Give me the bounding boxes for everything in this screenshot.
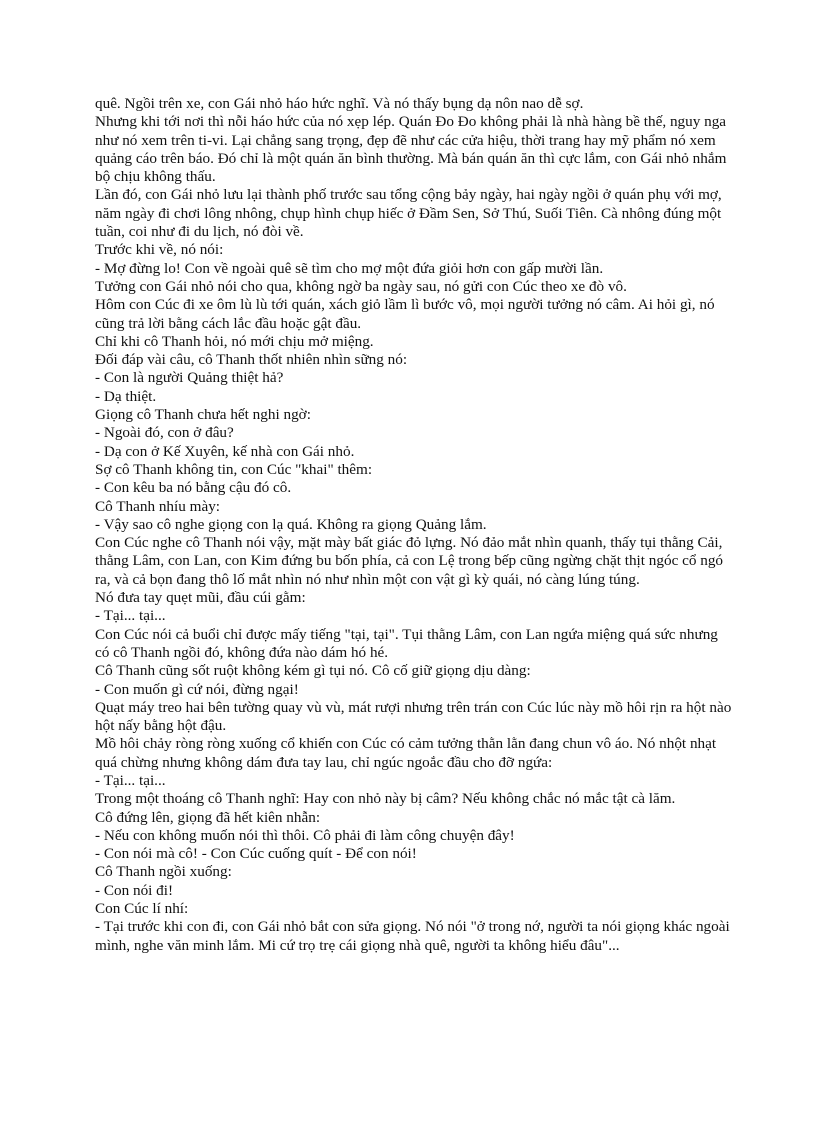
paragraph: Chỉ khi cô Thanh hỏi, nó mới chịu mở miệng. xyxy=(95,332,374,350)
paragraph: - Con muốn gì cứ nói, đừng ngại! xyxy=(95,680,299,698)
paragraph: Nó đưa tay quẹt mũi, đầu cúi gằm: xyxy=(95,589,306,607)
paragraph: Con Cúc lí nhí: xyxy=(95,900,189,918)
paragraph: - Con kêu ba nó bằng cậu đó cô. xyxy=(95,479,292,497)
paragraph: - Con nói đi! xyxy=(95,881,174,899)
paragraph: - Con nói mà cô! - Con Cúc cuống quít - Để con nói! xyxy=(95,845,417,863)
paragraph: Mồ hôi chảy ròng ròng xuống cổ khiến con Cúc có cảm tưởng thằn lằn đang chun vô áo. Nó nhột nhạt quá chừng nhưng không dám đưa tay lau, chỉ ngúc ngoắc đầu cho đỡ ngứa: xyxy=(95,735,717,771)
paragraph: - Tại... tại... xyxy=(95,771,166,789)
paragraph: - Tại... tại... xyxy=(95,607,166,625)
paragraph: - Vậy sao cô nghe giọng con lạ quá. Không ra giọng Quảng lắm. xyxy=(95,515,487,533)
paragraph: - Con là người Quảng thiệt hả? xyxy=(95,369,284,387)
paragraph: - Dạ con ở Kế Xuyên, kế nhà con Gái nhỏ. xyxy=(95,442,355,460)
paragraph: Giọng cô Thanh chưa hết nghi ngờ: xyxy=(95,406,311,424)
paragraph: Quạt máy treo hai bên tường quay vù vù, mát rượi nhưng trên trán con Cúc lúc này mồ hôi rịn ra hột nào hột nấy bằng hột đậu. xyxy=(95,698,732,735)
paragraph: - Mợ đừng lo! Con về ngoài quê sẽ tìm cho mợ một đứa giỏi hơn con gấp mười lần. xyxy=(95,259,604,277)
paragraph: Trong một thoáng cô Thanh nghĩ: Hay con nhỏ này bị câm? Nếu không chắc nó mắc tật cà lăm. xyxy=(95,790,676,808)
paragraph: Lần đó, con Gái nhỏ lưu lại thành phố trước sau tổng cộng bảy ngày, hai ngày ngồi ở quán phụ với mợ, năm ngày đi chơi lông nhông, chụp hình chụp hiếc ở Đầm Sen, Sở Thú, Suối Tiên. Cà nhông đúng một tuần, coi như đi du lịch, nó đòi về. xyxy=(95,186,722,241)
paragraph: Hôm con Cúc đi xe ôm lù lù tới quán, xách giỏ lầm lì bước vô, mọi người tưởng nó câm. Ai hỏi gì, nó cũng trả lời bằng cách lắc đầu hoặc gật đầu. xyxy=(95,296,715,332)
paragraph: Cô đứng lên, giọng đã hết kiên nhẫn: xyxy=(95,808,321,826)
paragraph: Cô Thanh nhíu mày: xyxy=(95,497,221,515)
paragraph: - Tại trước khi con đi, con Gái nhỏ bắt con sửa giọng. Nó nói "ở trong nớ, người ta nói giọng khác ngoài mình, nghe văn minh lắm. Mi cứ trọ trẹ cái giọng nhà quê, người ta không hiểu đâu"... xyxy=(95,918,730,954)
paragraph: Con Cúc nghe cô Thanh nói vậy, mặt mày bất giác đỏ lựng. Nó đảo mắt nhìn quanh, thấy tụi thằng Cải, thằng Lâm, con Lan, con Kim đứng bu bốn phía, cả con Lệ trong bếp cũng ngừng chặt thịt ngóc cổ ngó ra, và cả bọn đang thô lố mắt nhìn nó như nhìn một con vật gì kỳ quái, nó càng lúng túng. xyxy=(95,534,724,588)
document-page xyxy=(95,95,735,955)
paragraph: Nhưng khi tới nơi thì nỗi háo hức của nó xẹp lép. Quán Đo Đo không phải là nhà hàng bề thế, nguy nga như nó xem trên ti-vi. Lại chẳng sang trọng, đẹp đẽ như các cửa hiệu, thời trang hay mỹ phẩm nó xem quảng cáo trên báo. Đó chỉ là một quán ăn bình thường. Mà bán quán ăn thì cực lắm, con Gái nhỏ nhắm bộ chịu không thấu. xyxy=(95,113,727,186)
paragraph: - Ngoài đó, con ở đâu? xyxy=(95,424,234,442)
paragraph: - Nếu con không muốn nói thì thôi. Cô phải đi làm công chuyện đây! xyxy=(95,826,515,844)
paragraph: Đối đáp vài câu, cô Thanh thốt nhiên nhìn sững nó: xyxy=(95,351,408,369)
paragraph: Con Cúc nói cả buổi chỉ được mấy tiếng "tại, tại". Tụi thằng Lâm, con Lan ngứa miệng quá sức nhưng có cô Thanh ngồi đó, không đứa nào dám hó hé. xyxy=(95,625,718,661)
paragraph: Cô Thanh cũng sốt ruột không kém gì tụi nó. Cô cố giữ giọng dịu dàng: xyxy=(95,662,531,680)
paragraph: quê. Ngồi trên xe, con Gái nhỏ háo hức nghĩ. Và nó thấy bụng dạ nôn nao dễ sợ. xyxy=(95,95,584,112)
paragraph: Tưởng con Gái nhỏ nói cho qua, không ngờ ba ngày sau, nó gửi con Cúc theo xe đò vô. xyxy=(95,277,627,295)
paragraph: Cô Thanh ngồi xuống: xyxy=(95,863,232,881)
paragraph: Trước khi về, nó nói: xyxy=(95,241,224,259)
paragraph: Sợ cô Thanh không tin, con Cúc "khai" thêm: xyxy=(95,460,373,478)
paragraph: - Dạ thiệt. xyxy=(95,387,157,405)
